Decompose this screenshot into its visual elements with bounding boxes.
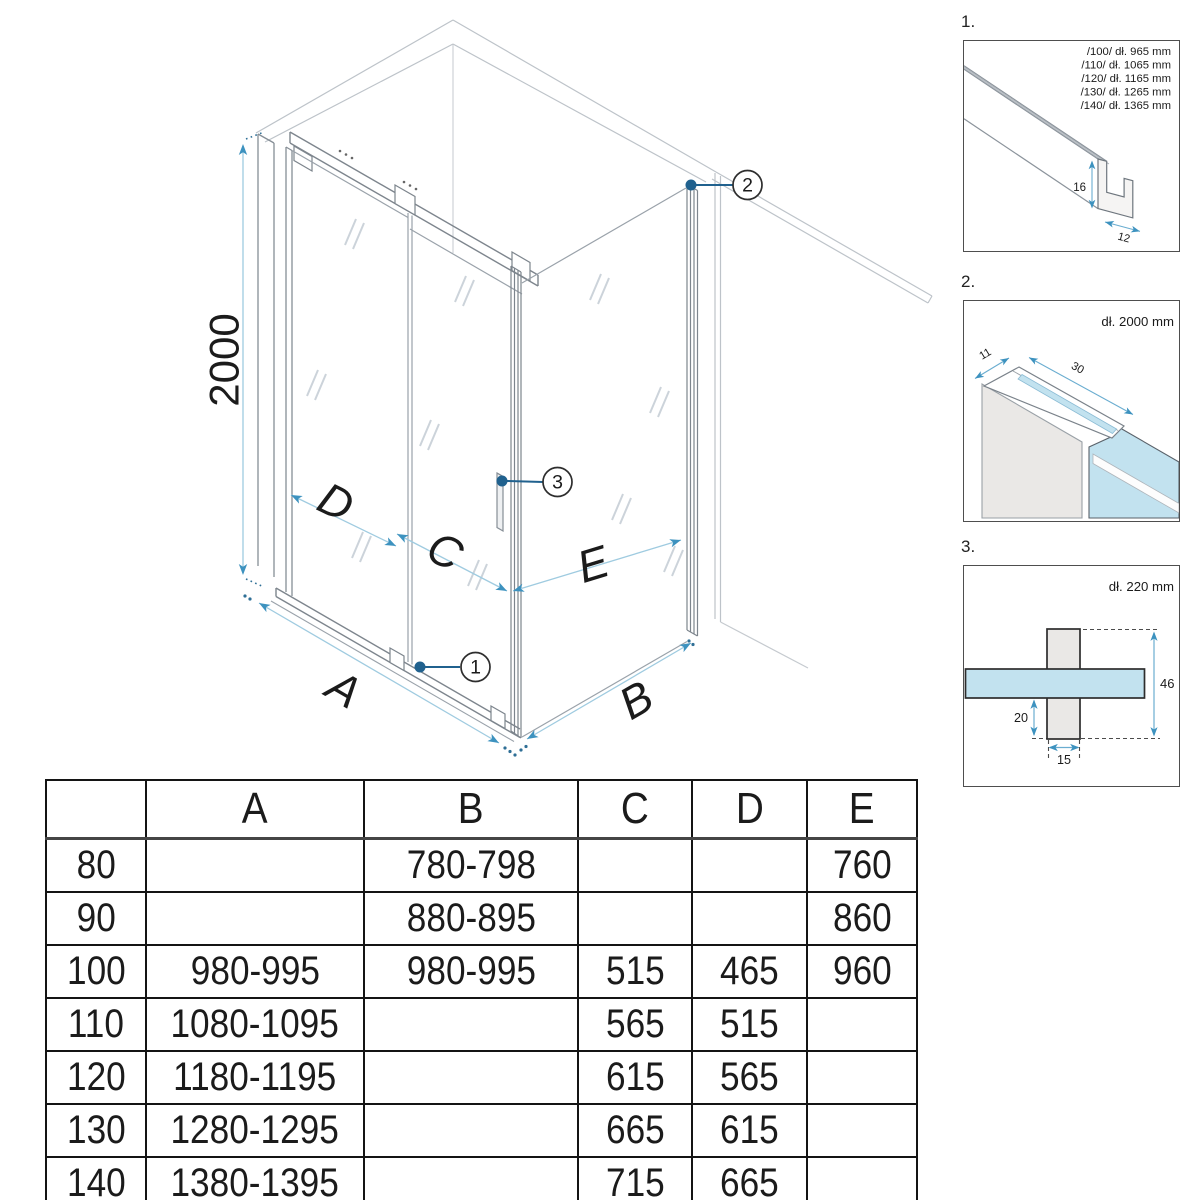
table-row xyxy=(46,839,917,893)
table-row xyxy=(46,945,917,998)
detail-1-size-line: /110/ dł. 1065 mm xyxy=(1081,59,1171,72)
table-cell: 665 xyxy=(692,1157,807,1200)
table-cell: 665 xyxy=(578,1104,692,1157)
table-cell: 960 xyxy=(807,945,917,998)
side-panel-post xyxy=(687,185,698,637)
size-table-header xyxy=(46,780,146,839)
table-cell xyxy=(146,892,364,945)
detail-3-dim-width: 15 xyxy=(1056,753,1072,767)
table-cell: 1380-1395 xyxy=(146,1157,364,1200)
table-cell xyxy=(364,998,578,1051)
table-cell: 615 xyxy=(578,1051,692,1104)
table-cell: 780-798 xyxy=(364,839,578,893)
size-table-header: E xyxy=(807,780,917,839)
svg-text:3: 3 xyxy=(552,471,563,494)
detail-1-title: 1. xyxy=(961,12,976,31)
detail-3-dim-height: 46 xyxy=(1160,676,1175,691)
table-cell: 980-995 xyxy=(146,945,364,998)
table-cell: 130 xyxy=(46,1104,146,1157)
table-cell xyxy=(578,892,692,945)
detail-1-size-line: /120/ dł. 1165 mm xyxy=(1081,73,1171,85)
callout-1 xyxy=(415,653,491,682)
wall-profile-left xyxy=(258,134,292,596)
detail-1-size-line: /130/ dł. 1265 mm xyxy=(1080,86,1171,99)
detail-1-dim-depth: 12 xyxy=(1116,230,1132,246)
detail-2-dim-width: 11 xyxy=(977,346,994,363)
size-table-header: A xyxy=(146,780,364,839)
table-cell xyxy=(807,998,917,1051)
detail-2-dim-depth: 30 xyxy=(1069,360,1086,377)
detail-2-title: 2. xyxy=(961,272,976,291)
table-cell: 110 xyxy=(46,998,146,1051)
detail-2-profile-drawing xyxy=(964,301,1179,521)
table-cell: 90 xyxy=(46,892,146,945)
dimension-label-e: E xyxy=(571,535,615,593)
detail-1-size-line: /100/ dł. 965 mm xyxy=(1086,46,1171,58)
detail-1-dim-height: 16 xyxy=(1073,182,1086,194)
table-cell xyxy=(807,1104,917,1157)
table-cell: 1280-1295 xyxy=(146,1104,364,1157)
table-cell: 1080-1095 xyxy=(146,998,364,1051)
table-row xyxy=(46,892,917,945)
table-cell xyxy=(692,839,807,893)
table-cell xyxy=(807,1157,917,1200)
table-cell: 715 xyxy=(578,1157,692,1200)
detail-1-size-line: /140/ dł. 1365 mm xyxy=(1080,100,1171,112)
table-cell: 615 xyxy=(692,1104,807,1157)
table-cell xyxy=(578,839,692,893)
top-rail xyxy=(290,132,538,286)
table-cell xyxy=(807,1051,917,1104)
size-table-header: C xyxy=(578,780,692,839)
detail-3-cross-section-drawing xyxy=(964,566,1179,786)
detail-3-box xyxy=(963,565,1180,787)
callout-3-dot xyxy=(497,476,508,487)
table-cell: 860 xyxy=(807,892,917,945)
glass-bar xyxy=(966,669,1145,698)
detail-1-profile-drawing xyxy=(964,41,1179,251)
table-cell: 565 xyxy=(578,998,692,1051)
glass-hatch-marks xyxy=(307,219,683,590)
detail-2-box xyxy=(963,300,1180,522)
table-cell: 465 xyxy=(692,945,807,998)
detail-3-length: dł. 220 mm xyxy=(1108,579,1174,594)
detail-3-title: 3. xyxy=(961,537,976,556)
table-row xyxy=(46,998,917,1051)
side-panel xyxy=(522,188,687,737)
dimension-label-a: A xyxy=(318,659,370,719)
table-row xyxy=(46,1104,917,1157)
size-table-header-row xyxy=(46,780,917,839)
table-cell: 1180-1195 xyxy=(146,1051,364,1104)
dimension-label-b: B xyxy=(610,670,662,730)
size-table-header: B xyxy=(364,780,578,839)
front-glass-panels xyxy=(292,151,522,665)
dimension-lines xyxy=(243,146,691,743)
table-cell: 140 xyxy=(46,1157,146,1200)
detail-1-box xyxy=(963,40,1180,252)
table-cell xyxy=(364,1104,578,1157)
table-cell: 980-995 xyxy=(364,945,578,998)
callout-3 xyxy=(497,468,573,497)
table-cell xyxy=(146,839,364,893)
callout-2-dot xyxy=(686,180,697,191)
table-cell: 80 xyxy=(46,839,146,893)
table-cell: 120 xyxy=(46,1051,146,1104)
table-cell xyxy=(364,1157,578,1200)
height-dimension-label: 2000 xyxy=(200,313,248,407)
table-cell xyxy=(692,892,807,945)
table-row xyxy=(46,1051,917,1104)
detail-3-dim-offset: 20 xyxy=(1013,711,1028,725)
table-cell: 515 xyxy=(578,945,692,998)
dimension-label-c: C xyxy=(418,520,472,582)
table-cell xyxy=(364,1051,578,1104)
svg-text:1: 1 xyxy=(470,656,481,679)
dimension-extension-dots xyxy=(246,132,264,587)
size-table xyxy=(45,779,918,1200)
table-cell: 565 xyxy=(692,1051,807,1104)
svg-text:2: 2 xyxy=(742,174,753,197)
table-cell: 100 xyxy=(46,945,146,998)
table-cell: 515 xyxy=(692,998,807,1051)
table-row xyxy=(46,1157,917,1200)
table-cell: 760 xyxy=(807,839,917,893)
dimension-label-d: D xyxy=(310,471,362,533)
callout-1-dot xyxy=(415,662,426,673)
detail-2-length: dł. 2000 mm xyxy=(1101,314,1174,329)
table-cell: 880-895 xyxy=(364,892,578,945)
size-table-header: D xyxy=(692,780,807,839)
door-post xyxy=(511,266,521,738)
